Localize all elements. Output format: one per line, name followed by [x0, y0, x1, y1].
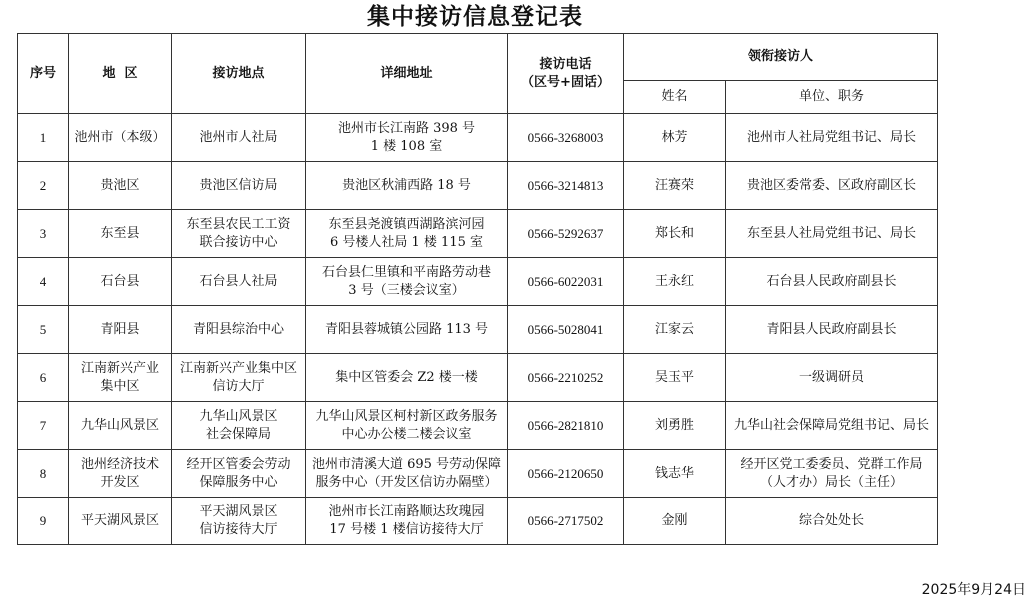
cell-location — [172, 354, 306, 402]
cell-location — [172, 306, 306, 354]
cell-name: 江家云 — [624, 306, 726, 354]
cell-phone: 0566-2120650 — [508, 450, 624, 498]
table-row — [18, 114, 938, 162]
cell-address-line: 服务中心（开发区信访办隔壁） — [315, 474, 498, 490]
cell-region-line: 江南新兴产业 — [80, 360, 159, 376]
cell-region — [69, 354, 172, 402]
page-title: 集中接访信息登记表 — [367, 4, 583, 30]
cell-phone: 0566-2821810 — [508, 402, 624, 450]
cell-phone: 0566-5292637 — [508, 210, 624, 258]
cell-location-line: 经开区管委会劳动 — [186, 456, 291, 472]
cell-name: 钱志华 — [624, 450, 726, 498]
cell-name: 林芳 — [624, 114, 726, 162]
cell-position — [726, 114, 938, 162]
cell-location-line: 青阳县综治中心 — [192, 321, 284, 337]
table-row — [18, 498, 938, 545]
header-region: 地 区 — [69, 34, 172, 114]
cell-address — [306, 258, 508, 306]
table-row — [18, 258, 938, 306]
cell-region — [69, 210, 172, 258]
table-row — [18, 354, 938, 402]
cell-position — [726, 354, 938, 402]
cell-region — [69, 306, 172, 354]
cell-location-line: 平天湖风景区 — [199, 504, 278, 519]
table-row — [18, 162, 938, 210]
header-phone — [508, 34, 624, 114]
cell-location-line: 信访接待大厅 — [199, 522, 278, 537]
cell-address-line: 17 号楼 1 楼信访接待大厅 — [329, 522, 484, 537]
cell-address-line: 池州市长江南路 398 号 — [337, 120, 476, 136]
header-seq: 序号 — [18, 34, 69, 114]
cell-phone: 0566-2717502 — [508, 498, 624, 545]
table-row — [18, 210, 938, 258]
cell-address-line: 东至县尧渡镇西湖路滨河园 — [328, 216, 485, 232]
cell-address-line: 集中区管委会 Z2 楼一楼 — [335, 369, 478, 385]
cell-seq: 4 — [18, 258, 69, 306]
cell-location-line: 贵池区信访局 — [199, 177, 278, 193]
cell-region-line: 池州市（本级） — [74, 129, 166, 145]
cell-name: 郑长和 — [624, 210, 726, 258]
cell-position — [726, 306, 938, 354]
cell-region-line: 贵池区 — [100, 177, 140, 193]
cell-address — [306, 498, 508, 545]
cell-region-line: 石台县 — [100, 273, 140, 289]
cell-position — [726, 258, 938, 306]
cell-region-line: 池州经济技术 — [80, 456, 159, 472]
cell-position-line: （人才办）局长（主任） — [760, 474, 904, 490]
cell-seq: 7 — [18, 402, 69, 450]
cell-address — [306, 402, 508, 450]
cell-phone: 0566-2210252 — [508, 354, 624, 402]
cell-address-line: 6 号楼人社局 1 楼 115 室 — [329, 234, 484, 250]
cell-location — [172, 450, 306, 498]
table-row — [18, 306, 938, 354]
cell-address-line: 石台县仁里镇和平南路劳动巷 — [321, 264, 491, 280]
cell-region — [69, 114, 172, 162]
cell-location-line: 江南新兴产业集中区 — [179, 360, 297, 376]
cell-address — [306, 354, 508, 402]
cell-phone: 0566-5028041 — [508, 306, 624, 354]
cell-region-line: 开发区 — [100, 474, 140, 490]
cell-phone: 0566-3214813 — [508, 162, 624, 210]
cell-position — [726, 210, 938, 258]
cell-seq: 8 — [18, 450, 69, 498]
table-row — [18, 402, 938, 450]
cell-location — [172, 498, 306, 545]
table-row — [18, 450, 938, 498]
header-phone-line2: （区号+固话） — [521, 74, 610, 90]
cell-name: 王永红 — [624, 258, 726, 306]
cell-location-line: 社会保障局 — [205, 426, 271, 442]
cell-address-line: 1 楼 108 室 — [370, 138, 443, 154]
cell-location — [172, 210, 306, 258]
header-location: 接访地点 — [172, 34, 306, 114]
cell-position-line: 东至县人社局党组书记、局长 — [747, 225, 917, 241]
cell-region-line: 平天湖风景区 — [80, 513, 159, 528]
cell-region — [69, 450, 172, 498]
cell-region — [69, 258, 172, 306]
cell-address-line: 贵池区秋浦西路 18 号 — [342, 177, 471, 193]
cell-address-line: 青阳县蓉城镇公园路 113 号 — [324, 321, 489, 337]
cell-address-line: 池州市长江南路顺达玫瑰园 — [328, 504, 485, 519]
cell-region-line: 集中区 — [100, 378, 140, 394]
cell-address-line: 九华山风景区柯村新区政务服务 — [315, 408, 498, 424]
cell-position-line: 经开区党工委委员、党群工作局 — [740, 456, 923, 472]
cell-region-line: 九华山风景区 — [80, 417, 159, 433]
cell-location — [172, 258, 306, 306]
cell-address-line: 中心办公楼二楼会议室 — [341, 426, 472, 442]
header-position: 单位、职务 — [726, 81, 938, 114]
cell-position-line: 一级调研员 — [799, 369, 865, 385]
table-body — [18, 114, 938, 545]
cell-address — [306, 450, 508, 498]
cell-position-line: 九华山社会保障局党组书记、局长 — [734, 417, 930, 433]
cell-seq: 2 — [18, 162, 69, 210]
cell-address-line: 池州市清溪大道 695 号劳动保障 — [311, 456, 502, 472]
cell-location — [172, 402, 306, 450]
cell-seq: 6 — [18, 354, 69, 402]
cell-seq: 3 — [18, 210, 69, 258]
registration-table — [17, 33, 938, 545]
cell-seq: 5 — [18, 306, 69, 354]
cell-name: 刘勇胜 — [624, 402, 726, 450]
date-stamp: 2025年9月24日 — [921, 582, 1026, 598]
cell-position — [726, 402, 938, 450]
cell-region — [69, 162, 172, 210]
cell-address-line: 3 号（三楼会议室） — [348, 282, 465, 298]
cell-seq: 9 — [18, 498, 69, 545]
cell-location-line: 信访大厅 — [212, 378, 265, 394]
cell-address — [306, 114, 508, 162]
cell-location-line: 联合接访中心 — [199, 234, 278, 250]
cell-position — [726, 450, 938, 498]
cell-region-line: 东至县 — [100, 225, 140, 241]
cell-region — [69, 498, 172, 545]
cell-position-line: 综合处处长 — [799, 513, 865, 528]
cell-location-line: 保障服务中心 — [199, 474, 278, 490]
cell-position-line: 贵池区委常委、区政府副区长 — [747, 177, 917, 193]
cell-position — [726, 498, 938, 545]
cell-name: 汪赛荣 — [624, 162, 726, 210]
header-phone-line1: 接访电话 — [539, 56, 592, 72]
cell-location — [172, 162, 306, 210]
cell-address — [306, 306, 508, 354]
cell-address — [306, 162, 508, 210]
cell-region — [69, 402, 172, 450]
cell-position — [726, 162, 938, 210]
cell-region-line: 青阳县 — [100, 321, 140, 337]
cell-address — [306, 210, 508, 258]
cell-phone: 0566-3268003 — [508, 114, 624, 162]
cell-name: 吴玉平 — [624, 354, 726, 402]
cell-location — [172, 114, 306, 162]
cell-position-line: 池州市人社局党组书记、局长 — [747, 129, 917, 145]
cell-location-line: 石台县人社局 — [199, 273, 278, 289]
header-address: 详细地址 — [306, 34, 508, 114]
cell-name: 金刚 — [624, 498, 726, 545]
header-leader: 领衔接访人 — [624, 34, 938, 81]
cell-position-line: 青阳县人民政府副县长 — [766, 321, 897, 337]
cell-phone: 0566-6022031 — [508, 258, 624, 306]
cell-location-line: 东至县农民工工资 — [186, 216, 291, 232]
cell-seq: 1 — [18, 114, 69, 162]
cell-location-line: 九华山风景区 — [199, 408, 278, 424]
cell-position-line: 石台县人民政府副县长 — [766, 273, 897, 289]
header-name: 姓名 — [624, 81, 726, 114]
cell-location-line: 池州市人社局 — [199, 129, 278, 145]
